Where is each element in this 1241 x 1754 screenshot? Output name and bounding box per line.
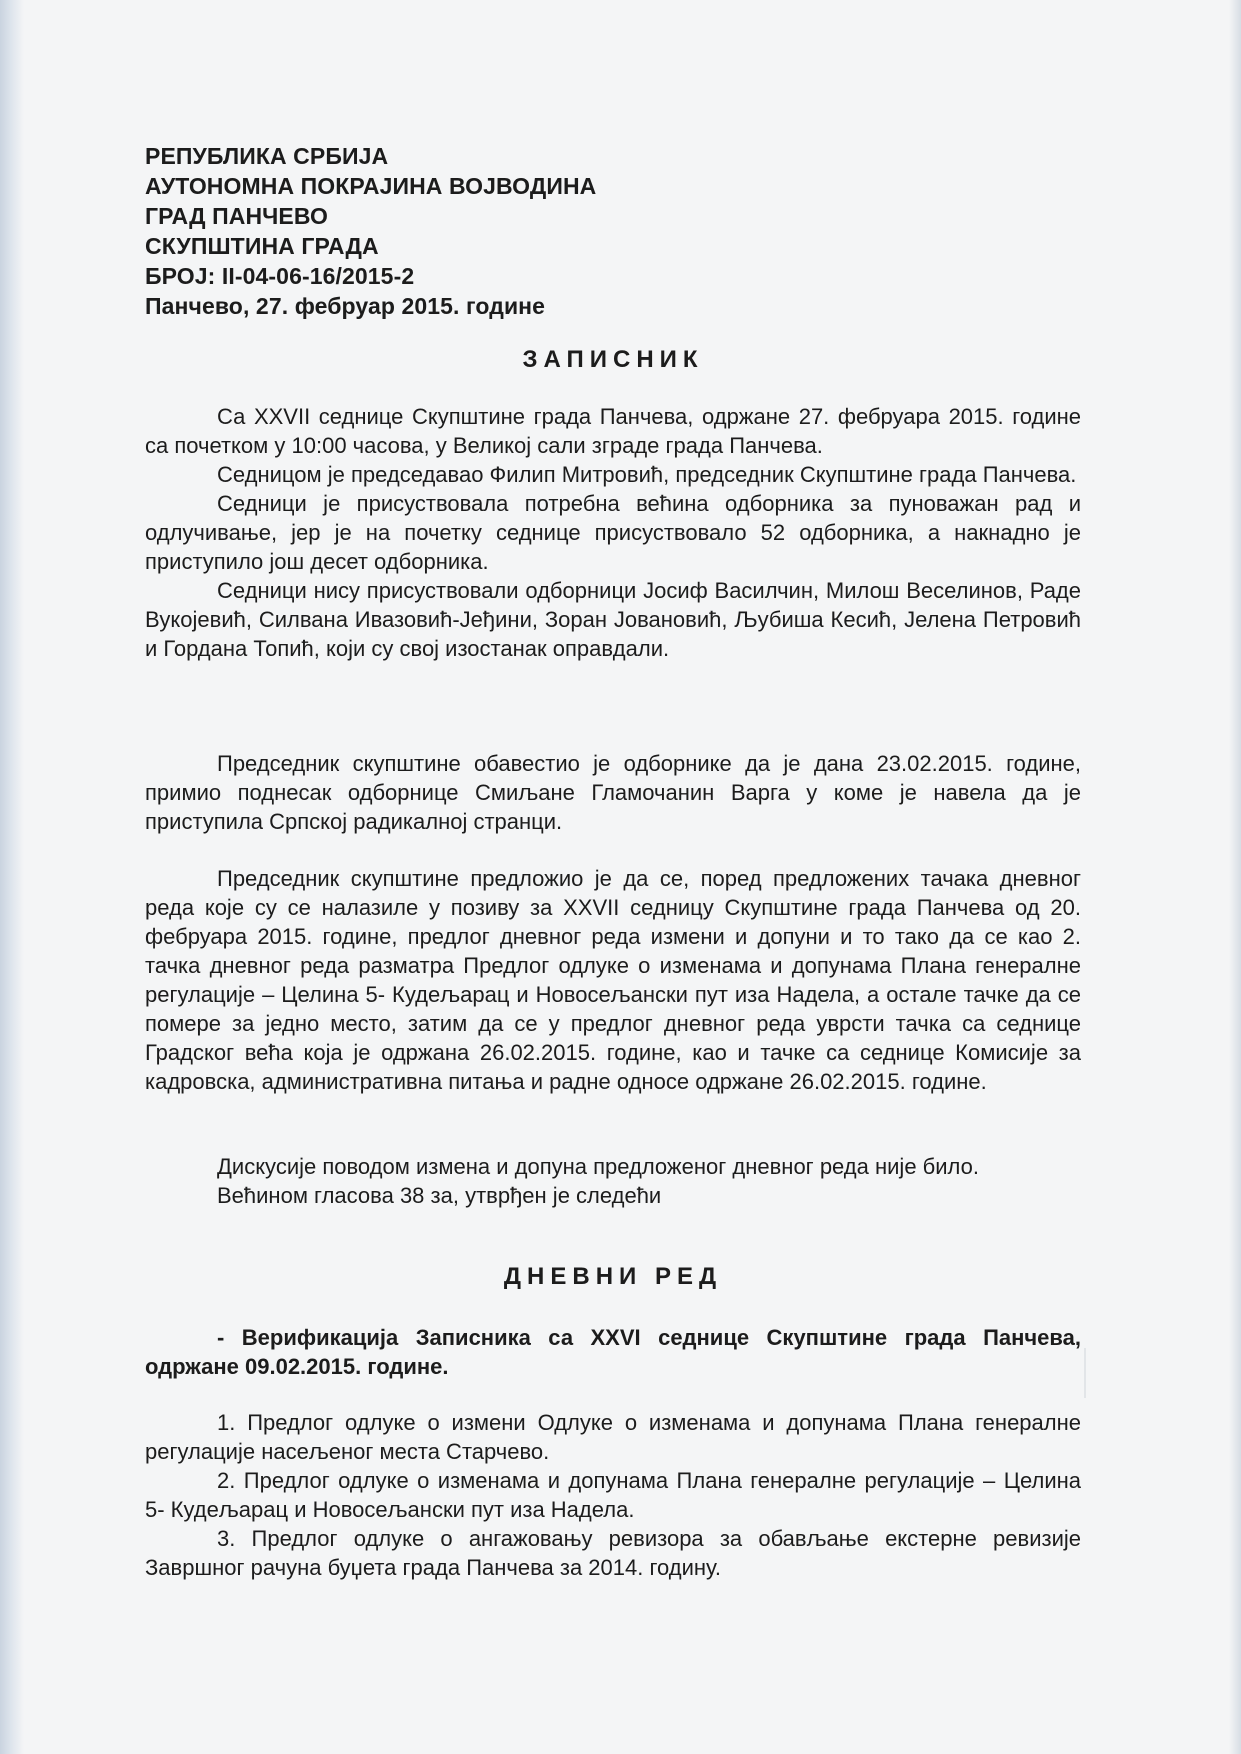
header-province: АУТОНОМНА ПОКРАЈИНА ВОЈВОДИНА (145, 173, 597, 199)
discussion-text: Дискусије поводом измена и допуна предложеног дневног реда није било. (217, 1154, 979, 1179)
agenda-item: 1. Предлог одлуке о измени Одлуке о изменама и допунама Плана генералне регулације насељеног места Старчево. (145, 1410, 1081, 1464)
header-city: ГРАД ПАНЧЕВО (145, 203, 328, 229)
agenda-verification (145, 1323, 1081, 1381)
header-date: Панчево, 27. фебруар 2015. године (145, 293, 546, 319)
scan-edge-left (0, 0, 24, 1754)
intro-paragraph-quorum: Седници је присуствовала потребна већина одборника за пуноважан рад и одлучивање, јер је на почетку седнице присуствовало 52 одборника, а накнадно је приступило још десет одборника. (145, 491, 1081, 574)
document-title: ЗАПИСНИК (522, 346, 704, 373)
header-number: БРОЈ: II-04-06-16/2015-2 (145, 263, 415, 289)
scan-edge-right (1229, 0, 1241, 1754)
discussion-section (145, 1152, 1081, 1210)
document-header (145, 141, 596, 321)
intro-paragraph-chair: Седницом је председавао Филип Митровић, председник Скупштине града Панчева. (217, 462, 1077, 487)
agenda-verification-text: - Верификација Записника са XXVI седнице Скупштине града Панчева, одржане 09.02.2015. године. (145, 1325, 1081, 1379)
proposal-text: Председник скупштине предложио је да се, поред предложених тачака дневног реда које су се налазиле у позиву за XXVII седницу Скупштине града Панчева од 20. фебруара 2015. године, предлог дневног реда измени и допуни и то тако да се као 2. тачка дневног реда разматра Предлог одлуке о изменама и допунама Плана генералне регулације – Целина 5- Кудељарац и Новосељански пут иза Надела, а остале тачке да се помере за једно место, затим да се у предлог дневног реда уврсти тачка са седнице Градског већа која је одржана 26.02.2015. године, као и тачке са седнице Комисије за кадровска, административна питања и радне односе одржане 26.02.2015. године. (145, 866, 1081, 1094)
header-assembly: СКУПШТИНА ГРАДА (145, 233, 379, 259)
agenda-item: 2. Предлог одлуке о изменама и допунама Плана генералне регулације – Целина 5- Кудељарац и Новосељански пут иза Надела. (145, 1468, 1081, 1522)
agenda-item: 3. Предлог одлуке о ангажовању ревизора за обављање екстерне ревизије Завршног рачуна буџета града Панчева за 2014. годину. (145, 1526, 1081, 1580)
header-republic: РЕПУБЛИКА СРБИЈА (145, 143, 389, 169)
intro-section (145, 402, 1081, 663)
intro-paragraph-absent: Седници нису присуствовали одборници Јосиф Василчин, Милош Веселинов, Раде Вукојевић, Силвана Ивазовић-Јеђини, Зоран Јовановић, Љубиша Кесић, Јелена Петровић и Гордана Топић, који су свој изостанак оправдали. (145, 578, 1081, 661)
document-page (145, 0, 1081, 1754)
agenda-list (145, 1408, 1081, 1582)
vote-text: Већином гласова 38 за, утврђен је следећи (217, 1183, 662, 1208)
scan-mark (1084, 1348, 1086, 1398)
notice-text: Председник скупштине обавестио је одборнике да је дана 23.02.2015. године, примио поднесак одборнице Смиљане Гламочанин Варга у коме је навела да је приступила Српској радикалној странци. (145, 751, 1081, 834)
notice-paragraph (145, 749, 1081, 836)
proposal-paragraph (145, 864, 1081, 1096)
intro-paragraph-session: Са XXVII седнице Скупштине града Панчева, одржане 27. фебруара 2015. године са почетком у 10:00 часова, у Великој сали зграде града Панчева. (145, 404, 1081, 458)
agenda-title: ДНЕВНИ РЕД (503, 1263, 723, 1290)
